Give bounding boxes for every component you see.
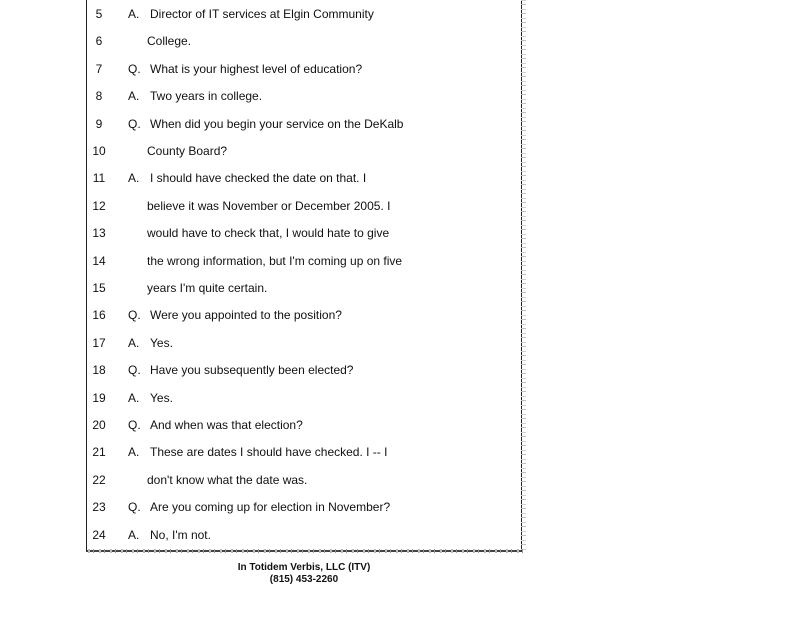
line-text: Are you coming up for election in November? xyxy=(150,500,391,515)
line-number: 20 xyxy=(92,418,106,432)
line-text: And when was that election? xyxy=(150,418,303,432)
line-number: 10 xyxy=(92,144,106,158)
line-number: 23 xyxy=(92,500,106,515)
line-number: 19 xyxy=(92,390,106,405)
line-number: 7 xyxy=(95,61,103,76)
line-number: 8 xyxy=(95,89,103,104)
transcript-line xyxy=(0,251,520,271)
line-number: 24 xyxy=(92,527,106,542)
transcript-line xyxy=(0,305,520,325)
speaker-label: Q. xyxy=(128,61,141,76)
line-text: What is your highest level of education? xyxy=(150,61,363,76)
line-number: 17 xyxy=(92,335,106,350)
speaker-label: Q. xyxy=(128,308,141,323)
transcript-line xyxy=(0,415,520,435)
line-text: Director of IT services at Elgin Community xyxy=(150,7,374,21)
line-number: 6 xyxy=(95,34,103,49)
transcript-line xyxy=(0,388,520,408)
transcript-line xyxy=(0,4,520,24)
speaker-label: A. xyxy=(128,171,140,186)
footer-phone: (815) 453-2260 xyxy=(269,574,339,585)
line-number: 18 xyxy=(92,363,106,378)
line-text: County Board? xyxy=(147,144,228,158)
line-text: Have you subsequently been elected? xyxy=(150,363,354,378)
line-text: Were you appointed to the position? xyxy=(150,308,342,323)
line-text: Yes. xyxy=(150,335,173,350)
line-number: 5 xyxy=(95,7,103,21)
speaker-label: A. xyxy=(128,335,140,350)
line-text: don't know what the date was. xyxy=(147,472,308,487)
transcript-line xyxy=(0,360,520,380)
speaker-label: Q. xyxy=(128,116,141,131)
line-number: 14 xyxy=(92,253,106,268)
line-number: 15 xyxy=(92,281,106,295)
line-text: would have to check that, I would hate to give xyxy=(147,226,390,241)
speaker-label: A. xyxy=(128,390,140,405)
transcript-line xyxy=(0,497,520,517)
speaker-label: Q. xyxy=(128,363,141,378)
line-number: 16 xyxy=(92,308,106,323)
transcript-line xyxy=(0,141,520,161)
footer-company: In Totidem Verbis, LLC (ITV) xyxy=(237,562,371,573)
transcript-line xyxy=(0,31,520,51)
transcript-line xyxy=(0,196,520,216)
transcript-line xyxy=(0,278,520,298)
line-text: College. xyxy=(147,34,192,49)
line-number: 22 xyxy=(92,472,106,487)
line-number: 9 xyxy=(95,116,103,131)
line-text: Two years in college. xyxy=(150,89,263,104)
transcript-line xyxy=(0,333,520,353)
line-text: I should have checked the date on that. I xyxy=(150,171,367,186)
speaker-label: A. xyxy=(128,89,140,104)
transcript-line xyxy=(0,525,520,545)
transcript-line xyxy=(0,59,520,79)
transcript-line xyxy=(0,442,520,462)
transcript-line xyxy=(0,223,520,243)
transcript-line xyxy=(0,86,520,106)
line-text: Yes. xyxy=(150,390,173,405)
speaker-label: A. xyxy=(128,527,140,542)
speaker-label: A. xyxy=(128,7,140,21)
scan-bottom-noise xyxy=(88,549,524,553)
line-text: the wrong information, but I'm coming up on five xyxy=(147,253,403,268)
line-text: years I'm quite certain. xyxy=(147,281,268,295)
transcript-line xyxy=(0,114,520,134)
transcript-line xyxy=(0,168,520,188)
line-number: 21 xyxy=(92,445,106,460)
line-text: When did you begin your service on the DeKalb xyxy=(150,116,404,131)
line-text: No, I'm not. xyxy=(150,527,211,542)
speaker-label: Q. xyxy=(128,500,141,515)
transcript-line xyxy=(0,470,520,490)
line-text: believe it was November or December 2005. I xyxy=(147,198,391,213)
line-text: These are dates I should have checked. I -- I xyxy=(150,445,388,460)
line-number: 11 xyxy=(92,171,106,186)
speaker-label: A. xyxy=(128,445,140,460)
scan-edge-noise xyxy=(521,0,526,552)
line-number: 12 xyxy=(92,198,106,213)
line-number: 13 xyxy=(92,226,106,241)
speaker-label: Q. xyxy=(128,418,141,432)
